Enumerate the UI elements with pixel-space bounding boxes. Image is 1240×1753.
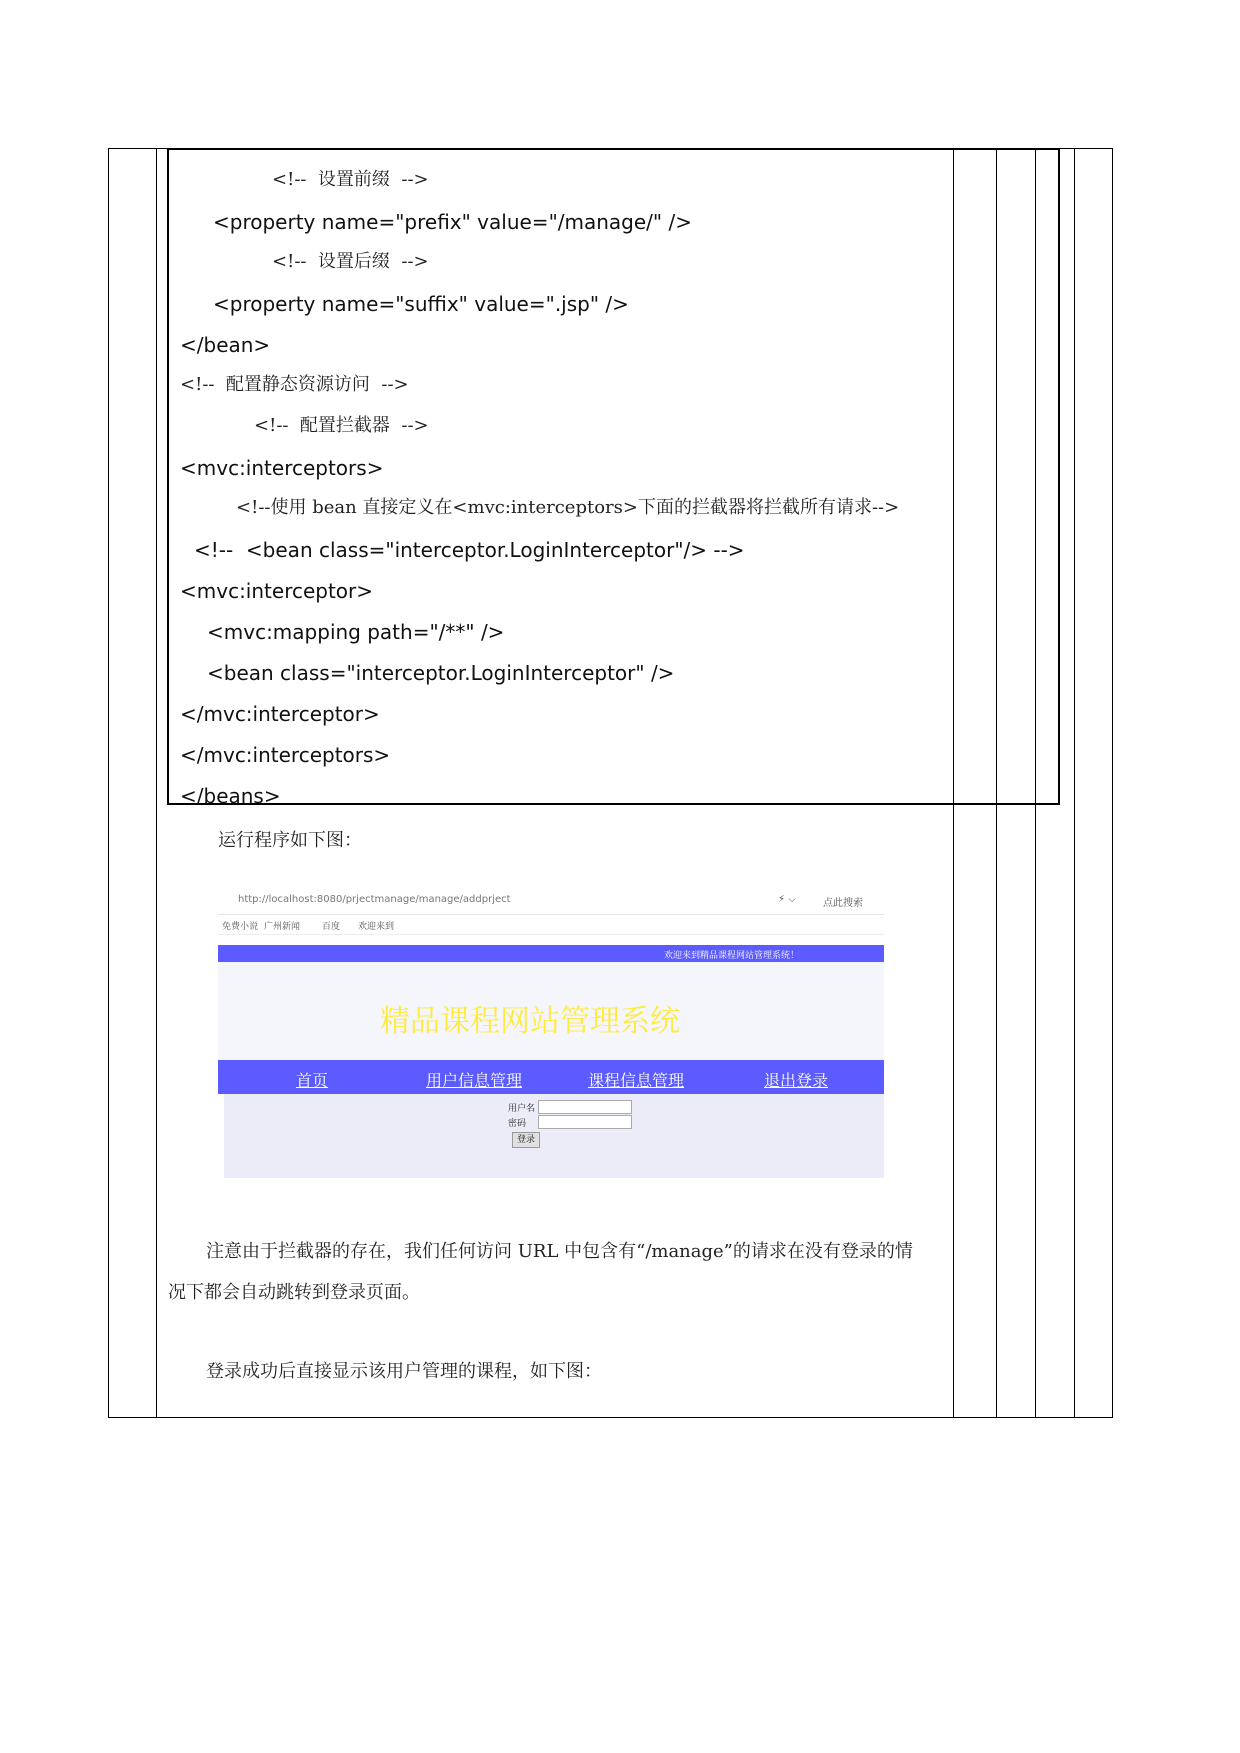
nav-home: 首页 [296, 1071, 329, 1090]
table-border-inner-left [156, 148, 157, 1417]
table-border-col4 [1074, 148, 1075, 1417]
site-nav [218, 1060, 884, 1094]
username-field [538, 1100, 632, 1114]
code-line: <!-- 配置静态资源访问 --> [180, 374, 409, 395]
password-field [538, 1115, 632, 1129]
code-line: <mvc:interceptors> [180, 456, 384, 480]
code-line: </bean> [180, 333, 271, 357]
welcome-text: 欢迎来到精品课程网站管理系统！ [663, 951, 799, 961]
address-bar [218, 888, 884, 915]
note-line-1: 注意由于拦截器的存在，我们任何访问 URL 中包含有“/manage”的请求在没有登录的情 [206, 1241, 913, 1262]
site-header [218, 962, 884, 1060]
login-button: 登录 [512, 1132, 540, 1148]
favorite-item: 欢迎来到 [358, 922, 395, 932]
url-text: http://localhost:8080/prjectmanage/manage/addprject [238, 894, 511, 905]
note-line-2: 况下都会自动跳转到登录页面。 [168, 1282, 420, 1303]
username-label: 用户名 [508, 1104, 536, 1114]
favorite-item: 百度 [322, 922, 341, 932]
nav-logout: 退出登录 [764, 1071, 829, 1090]
nav-course-management: 课程信息管理 [588, 1071, 685, 1090]
favorite-item: 广州新闻 [264, 922, 301, 932]
table-border-bottom [108, 1417, 1113, 1418]
code-line: <mvc:mapping path="/**" /> [207, 620, 505, 644]
favorite-item: 免费小说 [222, 922, 259, 932]
final-text: 登录成功后直接显示该用户管理的课程，如下图： [206, 1361, 602, 1382]
search-link: 点此搜索 [823, 898, 863, 909]
code-line: <property name="prefix" value="/manage/" /> [213, 210, 692, 234]
login-form [224, 1094, 884, 1178]
code-line: <bean class="interceptor.LoginInterceptor" /> [207, 661, 675, 685]
code-line: <!-- 设置后缀 --> [272, 251, 429, 272]
code-line: <mvc:interceptor> [180, 579, 374, 603]
nav-user-management: 用户信息管理 [426, 1071, 523, 1090]
code-line: </mvc:interceptors> [180, 743, 391, 767]
site-title: 精品课程网站管理系统 [380, 1004, 680, 1039]
code-line: <!-- 设置前缀 --> [272, 169, 429, 190]
code-line: <!--使用 bean 直接定义在<mvc:interceptors>下面的拦截器将拦截所有请求--> [236, 497, 900, 518]
code-line: <!-- 配置拦截器 --> [254, 415, 429, 436]
welcome-bar [218, 945, 884, 962]
intro-text: 运行程序如下图： [218, 830, 362, 851]
browser-screenshot [218, 888, 884, 1178]
password-label: 密码 [508, 1119, 527, 1129]
favorites-bar [218, 914, 884, 935]
code-line: </beans> [180, 784, 281, 808]
code-line: </mvc:interceptor> [180, 702, 380, 726]
table-border-right [1112, 148, 1113, 1417]
lightning-icon: ⚡ ⌵ [778, 894, 796, 905]
code-line: <property name="suffix" value=".jsp" /> [213, 292, 629, 316]
code-line: <!-- <bean class="interceptor.LoginInterceptor"/> --> [194, 538, 745, 562]
table-border-left [108, 148, 109, 1417]
